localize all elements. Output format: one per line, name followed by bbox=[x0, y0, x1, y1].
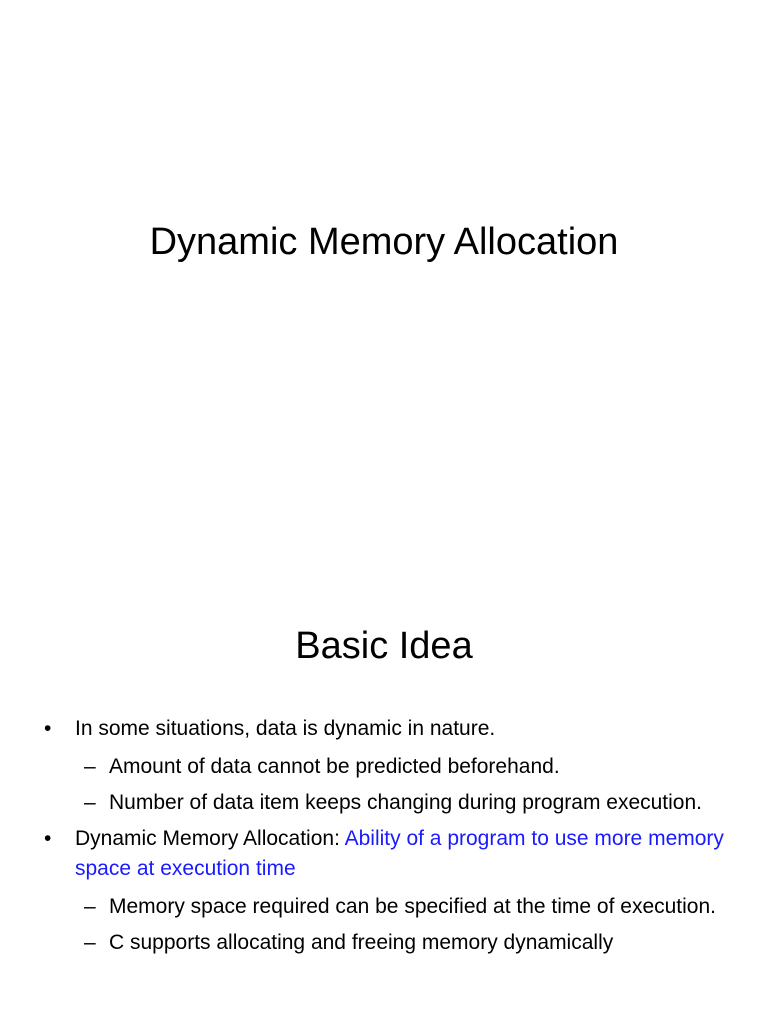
bullet-list bbox=[44, 714, 734, 964]
sub-bullet-item bbox=[44, 788, 734, 818]
sub-bullet-marker: – bbox=[84, 791, 96, 814]
sub-bullet-text: C supports allocating and freeing memory dynamically bbox=[109, 931, 614, 954]
bullet-marker: • bbox=[44, 827, 52, 850]
sub-bullet-item bbox=[44, 892, 734, 922]
sub-bullet-text: Memory space required can be specified at the time of execution. bbox=[109, 895, 716, 918]
sub-bullet-marker: – bbox=[84, 755, 96, 778]
bullet-item bbox=[44, 714, 734, 744]
sub-bullet-text: Amount of data cannot be predicted beforehand. bbox=[109, 755, 560, 778]
sub-bullet-text: Number of data item keeps changing during program execution. bbox=[109, 791, 703, 814]
sub-bullet-marker: – bbox=[84, 931, 96, 954]
slide-title: Basic Idea bbox=[295, 625, 473, 667]
bullet-text: In some situations, data is dynamic in nature. bbox=[75, 717, 496, 740]
bullet-item bbox=[44, 824, 734, 884]
slide-title: Dynamic Memory Allocation bbox=[149, 221, 619, 263]
sub-bullet-item bbox=[44, 928, 734, 958]
bullet-text-prefix: Dynamic Memory Allocation: bbox=[75, 827, 345, 850]
bullet-marker: • bbox=[44, 717, 52, 740]
sub-bullet-item bbox=[44, 752, 734, 782]
sub-bullet-marker: – bbox=[84, 895, 96, 918]
slide-2 bbox=[0, 576, 768, 1024]
highlighted-definition: Ability of a program to use more memory space at execution time bbox=[75, 827, 724, 880]
